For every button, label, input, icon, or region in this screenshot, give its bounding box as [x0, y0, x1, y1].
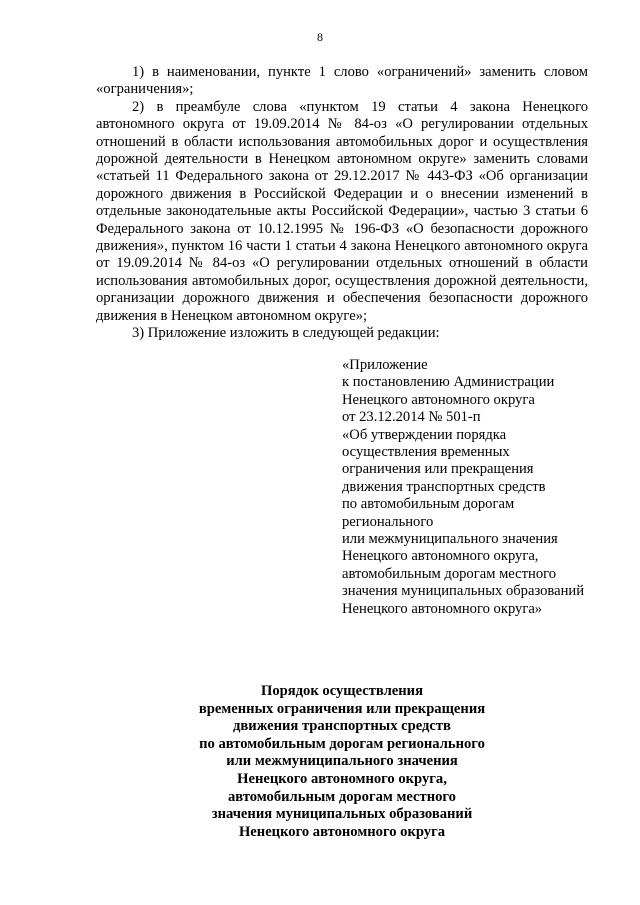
amendment-item-1: 1) в наименовании, пункте 1 слово «ограничений» заменить словом «ограничения»;: [96, 64, 588, 98]
page-number: 8: [317, 30, 323, 44]
appendix-line: «Об утверждении порядка: [342, 426, 507, 443]
appendix-reference-block: [342, 357, 602, 618]
heading-line: автомобильным дорогам местного: [228, 788, 456, 805]
amendment-text: [96, 64, 588, 343]
appendix-line: Ненецкого автономного округа: [342, 391, 535, 408]
appendix-line: значения муниципальных образований: [342, 583, 585, 600]
appendix-line: «Приложение: [342, 357, 428, 373]
heading-line: значения муниципальных образований: [211, 806, 473, 823]
appendix-line: или межмуниципального значения: [342, 531, 558, 548]
heading-line: по автомобильным дорогам регионального: [199, 735, 485, 752]
heading-line: Порядок осуществления: [261, 683, 423, 699]
appendix-line: движения транспортных средств: [342, 478, 546, 495]
document-heading: [96, 683, 588, 841]
appendix-line: автомобильным дорогам местного: [342, 565, 557, 582]
appendix-line: ограничения или прекращения: [342, 461, 534, 478]
appendix-line: Ненецкого автономного округа»: [342, 600, 543, 617]
appendix-line: по автомобильным дорогам: [342, 496, 515, 513]
heading-line: или межмуниципального значения: [226, 753, 458, 770]
heading-line: временных ограничения или прекращения: [198, 700, 486, 717]
heading-line: Ненецкого автономного округа: [238, 823, 446, 840]
heading-line: Ненецкого автономного округа,: [237, 770, 447, 787]
appendix-line: к постановлению Администрации: [342, 374, 555, 391]
appendix-line: осуществления временных: [342, 444, 510, 461]
amendment-item-2: 2) в преамбуле слова «пунктом 19 статьи 4 закона Ненецкого автономного округа от 19.09.2014 № 84-оз «О регулировании отдельных отношений в области использования автомобильных дорог и осуществления дорожной деятельности в Ненецком автономном округе» заменить словами «статьей 11 Федерального закона от 29.12.2017 № 443-ФЗ «Об организации дорожного движения в Российской Федерации и о внесении изменений в отдельные законодательные акты Российской Федерации», частью 3 статьи 6 Федерального закона от 10.12.1995 № 196-ФЗ «О безопасности дорожного движения», пунктом 16 части 1 статьи 4 закона Ненецкого автономного округа от 19.09.2014 № 84-оз «О регулировании отдельных отношений в области использования автомобильных дорог, осуществления дорожной деятельности, организации дорожного движения и обеспечения безопасности дорожного движения в Ненецком автономном округе»;: [96, 98, 588, 324]
appendix-line: Ненецкого автономного округа,: [342, 548, 539, 565]
appendix-line: регионального: [342, 513, 434, 530]
amendment-item-3: 3) Приложение изложить в следующей редакции:: [132, 325, 440, 342]
appendix-line: от 23.12.2014 № 501-п: [342, 409, 481, 426]
heading-line: движения транспортных средств: [233, 718, 451, 735]
